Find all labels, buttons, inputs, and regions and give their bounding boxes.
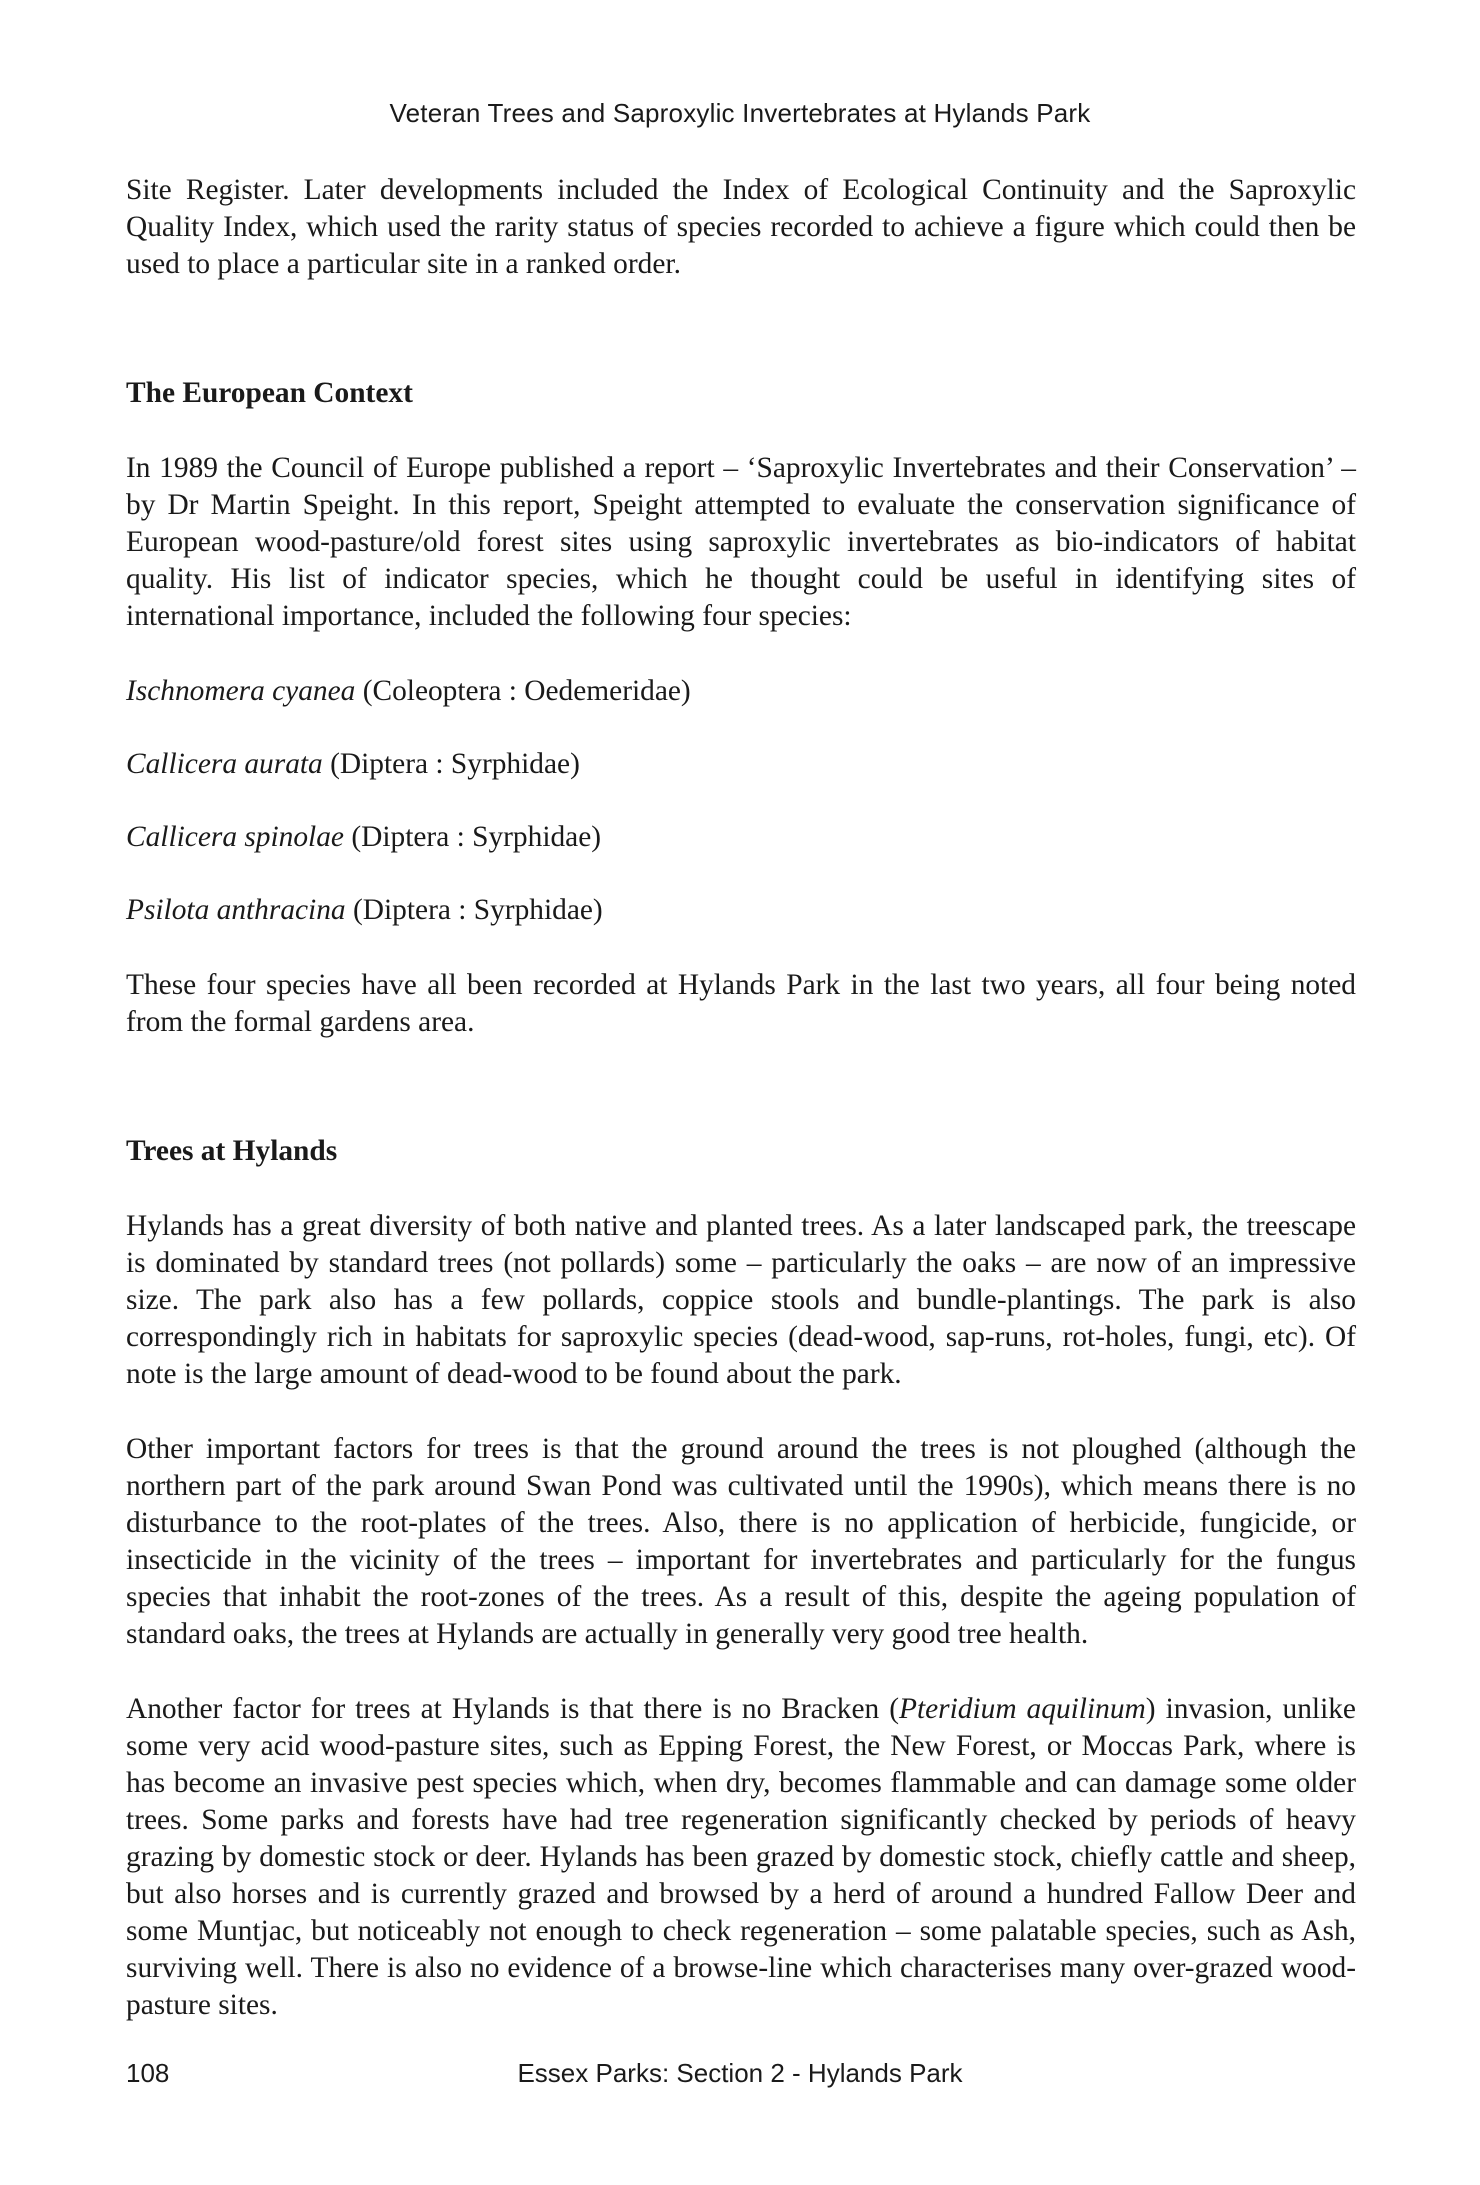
species-classification: (Diptera : Syrphidae)	[352, 894, 603, 926]
species-name: Pteridium aquilinum	[899, 1693, 1146, 1725]
species-name: Callicera spinolae	[126, 821, 344, 853]
species-item	[126, 892, 1356, 929]
page-body	[126, 172, 1356, 2024]
running-header: Veteran Trees and Saproxylic Invertebrates at Hylands Park	[389, 98, 1091, 128]
species-classification: (Coleoptera : Oedemeridae)	[362, 675, 691, 707]
section-heading-trees-at-hylands: Trees at Hylands	[126, 1135, 338, 1167]
species-name: Psilota anthracina	[126, 894, 346, 926]
trees-paragraph-2: Other important factors for trees is that the ground around the trees is not ploughed (although the northern part of the park around Swan Pond was cultivated until the 1990s), which means there is no disturbance to the root-plates of the trees. Also, there is no application of herbicide, fungicide, or insecticide in the vicinity of the trees – important for invertebrates and particularly for the fungus species that inhabit the root-zones of the trees. As a result of this, despite the ageing population of standard oaks, the trees at Hylands are actually in generally very good tree health.	[126, 1433, 1356, 1650]
indicator-species-list	[126, 673, 1356, 929]
intro-paragraph: Site Register. Later developments included the Index of Ecological Continuity and the Saproxylic Quality Index, which used the rarity status of species recorded to achieve a figure which could then be used to place a particular site in a ranked order.	[126, 174, 1356, 280]
species-name: Ischnomera cyanea	[126, 675, 356, 707]
species-name: Callicera aurata	[126, 748, 323, 780]
species-item	[126, 746, 1356, 783]
running-footer: Essex Parks: Section 2 - Hylands Park	[517, 2058, 963, 2088]
paragraph-text: ) invasion, unlike some very acid wood-pasture sites, such as Epping Forest, the New Forest, or Moccas Park, where is has become an invasive pest species which, when dry, becomes flammable and can damage some older trees. Some parks and forests have had tree regeneration significantly checked by periods of heavy grazing by domestic stock or deer. Hylands has been grazed by domestic stock, chiefly cattle and sheep, but also horses and is currently grazed and browsed by a herd of around a hundred Fallow Deer and some Muntjac, but noticeably not enough to check regeneration – some palatable species, such as Ash, surviving well. There is also no evidence of a browse-line which characterises many over-grazed wood-pasture sites.	[126, 1693, 1356, 2021]
species-classification: (Diptera : Syrphidae)	[330, 748, 580, 780]
section-heading-european-context: The European Context	[126, 377, 413, 409]
species-closing-paragraph: These four species have all been recorded at Hylands Park in the last two years, all four being noted from the formal gardens area.	[126, 969, 1356, 1038]
european-context-paragraph: In 1989 the Council of Europe published a report – ‘Saproxylic Invertebrates and their Conservation’ – by Dr Martin Speight. In this report, Speight attempted to evaluate the conservation significance of European wood-pasture/old forest sites using saproxylic invertebrates as bio-indicators of habitat quality. His list of indicator species, which he thought could be useful in identifying sites of international importance, included the following four species:	[126, 452, 1356, 632]
trees-paragraph-3	[126, 1691, 1356, 2024]
trees-paragraph-1: Hylands has a great diversity of both native and planted trees. As a later landscaped park, the treescape is dominated by standard trees (not pollards) some – particularly the oaks – are now of an impressive size. The park also has a few pollards, coppice stools and bundle-plantings. The park is also correspondingly rich in habitats for saproxylic species (dead-wood, sap-runs, rot-holes, fungi, etc). Of note is the large amount of dead-wood to be found about the park.	[126, 1210, 1356, 1390]
species-item	[126, 673, 1356, 710]
species-classification: (Diptera : Syrphidae)	[351, 821, 602, 853]
species-item	[126, 819, 1356, 856]
page-number: 108	[126, 2058, 170, 2088]
paragraph-text: Another factor for trees at Hylands is that there is no Bracken (	[126, 1693, 899, 1725]
